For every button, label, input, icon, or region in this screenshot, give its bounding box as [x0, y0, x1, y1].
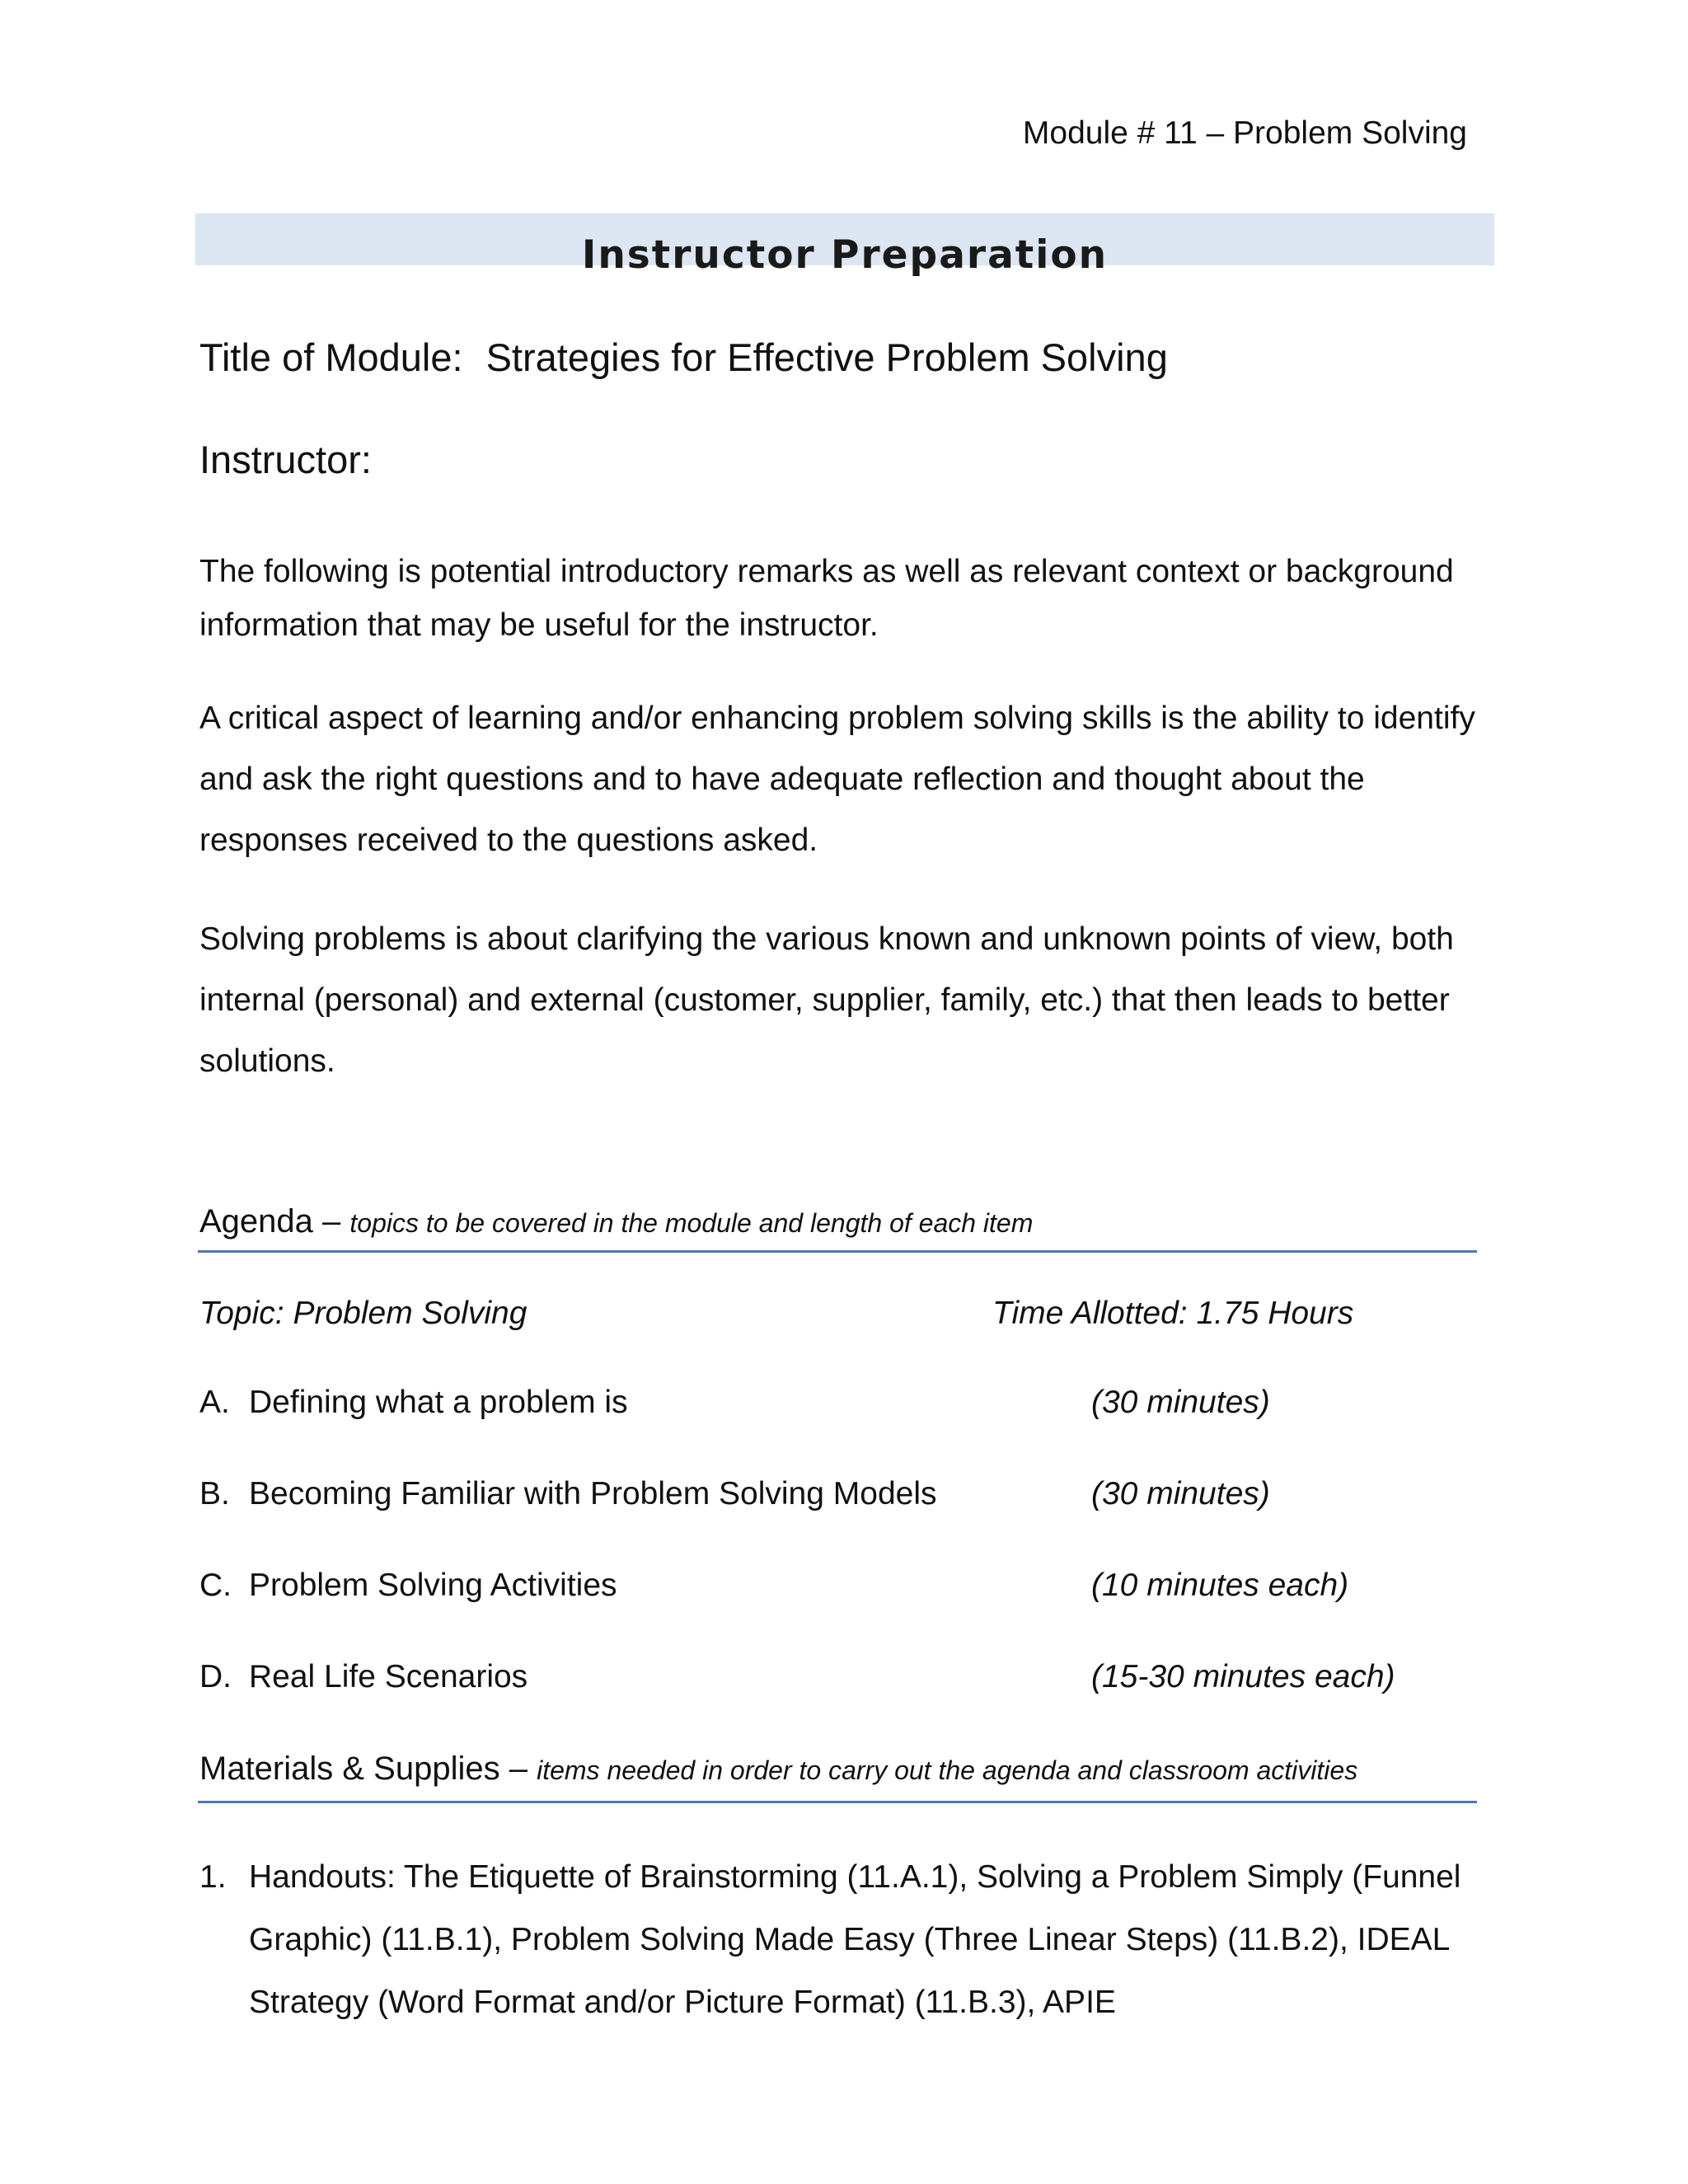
agenda-item-text: Becoming Familiar with Problem Solving Models	[249, 1476, 937, 1511]
agenda-time-allotted: Time Allotted: 1.75 Hours	[992, 1296, 1354, 1331]
agenda-heading	[199, 1203, 1033, 1240]
instructor-label: Instructor:	[199, 438, 372, 481]
materials-divider	[198, 1801, 1477, 1803]
materials-heading-label: Materials & Supplies –	[199, 1750, 528, 1787]
agenda-item	[199, 1568, 1485, 1609]
materials-heading	[199, 1750, 1357, 1788]
module-header: Module # 11 – Problem Solving	[1022, 115, 1467, 151]
module-title-value: Strategies for Effective Problem Solving	[485, 335, 1168, 379]
agenda-item-duration: (15-30 minutes each)	[1091, 1659, 1395, 1694]
agenda-item	[199, 1659, 1485, 1700]
section-title: Instructor Preparation	[581, 232, 1109, 278]
agenda-item-duration: (30 minutes)	[1091, 1476, 1270, 1511]
materials-item-number: 1.	[199, 1859, 227, 1895]
agenda-item-text: Problem Solving Activities	[249, 1568, 617, 1603]
materials-heading-subtitle: items needed in order to carry out the agenda and classroom activities	[537, 1755, 1358, 1785]
agenda-item-letter: D.	[199, 1659, 232, 1694]
agenda-topic: Topic: Problem Solving	[199, 1296, 528, 1331]
agenda-item-duration: (10 minutes each)	[1091, 1568, 1349, 1603]
agenda-item-duration: (30 minutes)	[1091, 1385, 1270, 1420]
critical-aspect-paragraph: A critical aspect of learning and/or enhancing problem solving skills is the ability to identify and ask the right questions and to have adequate reflection and thought about the responses received to the questions asked.	[199, 701, 1475, 858]
agenda-item	[199, 1476, 1485, 1517]
agenda-item-letter: C.	[199, 1568, 232, 1603]
agenda-heading-subtitle: topics to be covered in the module and length of each item	[349, 1208, 1034, 1238]
agenda-item	[199, 1385, 1485, 1426]
solving-problems-paragraph: Solving problems is about clarifying the various known and unknown points of view, both internal (personal) and external (customer, supplier, family, etc.) that then leads to better solutions.	[199, 921, 1454, 1079]
intro-paragraph: The following is potential introductory remarks as well as relevant context or background information that may be useful for the instructor.	[199, 554, 1454, 643]
agenda-item-text: Real Life Scenarios	[249, 1659, 528, 1694]
agenda-item-letter: A.	[199, 1385, 230, 1420]
agenda-divider	[198, 1250, 1477, 1253]
materials-item-text: Handouts: The Etiquette of Brainstorming (11.A.1), Solving a Problem Simply (Funnel Graphic) (11.B.1), Problem Solving Made Easy (Three Linear Steps) (11.B.2), IDEAL Strategy (Word Format and/or Picture Format) (11.B.3), APIE	[249, 1859, 1461, 2020]
agenda-heading-label: Agenda –	[199, 1203, 341, 1240]
agenda-item-letter: B.	[199, 1476, 230, 1511]
module-title-line	[199, 335, 1168, 380]
agenda-item-text: Defining what a problem is	[249, 1385, 628, 1420]
module-title-label: Title of Module:	[199, 335, 463, 379]
